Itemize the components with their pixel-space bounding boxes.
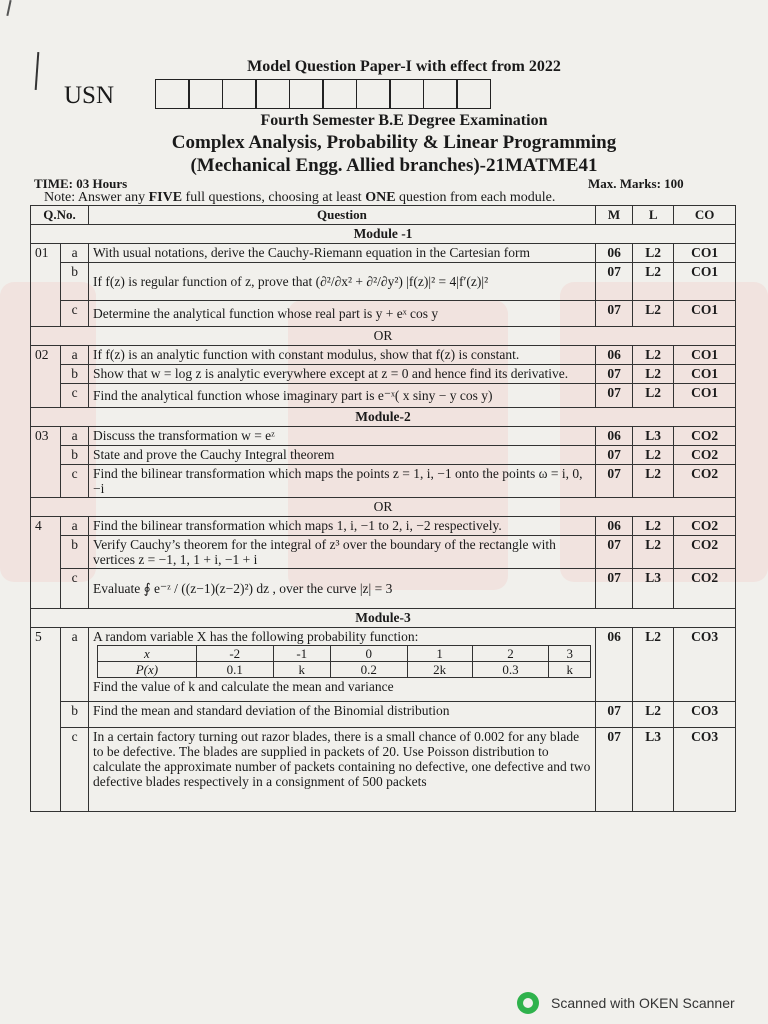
- pmf-x-label: x: [97, 646, 196, 662]
- marks-cell: 07: [595, 263, 632, 301]
- table-row: [31, 465, 736, 498]
- pmf-p-value: 0.2: [330, 662, 407, 678]
- marks-cell: 06: [595, 427, 632, 446]
- marks-cell: 07: [595, 536, 632, 569]
- usn-box[interactable]: [356, 79, 391, 109]
- question-text: [88, 628, 595, 702]
- pmf-p-row: [97, 662, 590, 678]
- co-cell: CO2: [674, 446, 736, 465]
- sub-label: c: [61, 569, 89, 609]
- sub-label: b: [61, 365, 89, 384]
- module-heading: Module -1: [31, 225, 736, 244]
- paper-title: Model Question Paper-I with effect from 2022: [247, 58, 561, 75]
- table-row: [31, 517, 736, 536]
- usn-box[interactable]: [222, 79, 257, 109]
- question-text: Find the bilinear transformation which maps the points z = 1, i, −1 onto the points ω = i, 0, −i: [88, 465, 595, 498]
- marks-cell: 07: [595, 384, 632, 408]
- question-number: 03: [31, 427, 61, 498]
- level-cell: L2: [633, 263, 674, 301]
- table-row: [31, 446, 736, 465]
- question-number: 5: [31, 628, 61, 812]
- question-text: Evaluate ∮ e⁻ᶻ / ((z−1)(z−2)²) dz , over the curve |z| = 3: [88, 569, 595, 609]
- usn-box[interactable]: [423, 79, 458, 109]
- question-text: Show that w = log z is analytic everywhere except at z = 0 and hence find its derivative.: [88, 365, 595, 384]
- pmf-p-value: 0.1: [196, 662, 273, 678]
- level-cell: L2: [633, 702, 674, 728]
- level-cell: L2: [633, 628, 674, 702]
- co-cell: CO3: [674, 728, 736, 812]
- marks-cell: 07: [595, 702, 632, 728]
- sub-label: c: [61, 465, 89, 498]
- pmf-x-value: 3: [549, 646, 591, 662]
- table-row: [31, 536, 736, 569]
- table-row: [31, 346, 736, 365]
- header-co: CO: [674, 206, 736, 225]
- co-cell: CO2: [674, 569, 736, 609]
- question-text: Find the mean and standard deviation of the Binomial distribution: [88, 702, 595, 728]
- question-number: 4: [31, 517, 61, 609]
- table-row: [31, 427, 736, 446]
- table-row: [31, 628, 736, 702]
- table-row: [31, 702, 736, 728]
- level-cell: L2: [633, 446, 674, 465]
- level-cell: L3: [633, 728, 674, 812]
- question-text: With usual notations, derive the Cauchy-Riemann equation in the Cartesian form: [88, 244, 595, 263]
- sub-label: a: [61, 346, 89, 365]
- marks-cell: 06: [595, 244, 632, 263]
- subject-title: Complex Analysis, Probability & Linear Programming: [171, 132, 617, 153]
- question-table: [30, 205, 736, 812]
- marks-cell: 06: [595, 628, 632, 702]
- table-header-row: [31, 206, 736, 225]
- module-heading: Module-2: [31, 408, 736, 427]
- question-text: Find the analytical function whose imaginary part is e⁻ˣ( x siny − y cos y): [88, 384, 595, 408]
- or-separator: OR: [31, 327, 736, 346]
- co-cell: CO2: [674, 427, 736, 446]
- header-level: L: [633, 206, 674, 225]
- sub-label: a: [61, 427, 89, 446]
- scanner-text: Scanned with OKEN Scanner: [551, 995, 735, 1011]
- level-cell: L2: [633, 301, 674, 327]
- level-cell: L2: [633, 244, 674, 263]
- sub-label: b: [61, 263, 89, 301]
- co-cell: CO1: [674, 301, 736, 327]
- usn-boxes: [156, 79, 491, 109]
- co-cell: CO2: [674, 465, 736, 498]
- exam-time: TIME: 03 Hours: [34, 176, 128, 191]
- sub-label: a: [61, 244, 89, 263]
- pmf-p-value: 0.3: [472, 662, 549, 678]
- header-marks: M: [595, 206, 632, 225]
- table-row: [31, 301, 736, 327]
- sub-label: b: [61, 446, 89, 465]
- sub-label: a: [61, 628, 89, 702]
- table-row: [31, 365, 736, 384]
- usn-label: USN: [64, 82, 115, 109]
- question-number: 01: [31, 244, 61, 327]
- question-text-line: A random variable X has the following probability function:: [92, 629, 419, 644]
- instructions-note: Note: Answer any FIVE full questions, choosing at least ONE question from each module.: [44, 190, 556, 205]
- marks-cell: 07: [595, 569, 632, 609]
- level-cell: L2: [633, 536, 674, 569]
- level-cell: L3: [633, 427, 674, 446]
- sub-label: c: [61, 728, 89, 812]
- header-qno: Q.No.: [31, 206, 89, 225]
- pmf-p-value: k: [273, 662, 330, 678]
- marks-cell: 06: [595, 517, 632, 536]
- pmf-x-value: -1: [273, 646, 330, 662]
- header-question: Question: [88, 206, 595, 225]
- pmf-x-value: 1: [407, 646, 472, 662]
- marks-cell: 07: [595, 728, 632, 812]
- table-row: [31, 244, 736, 263]
- co-cell: CO1: [674, 346, 736, 365]
- level-cell: L2: [633, 346, 674, 365]
- question-text-line: Find the value of k and calculate the mean and variance: [92, 679, 394, 694]
- table-row: [31, 263, 736, 301]
- co-cell: CO1: [674, 384, 736, 408]
- question-text: If f(z) is an analytic function with constant modulus, show that f(z) is constant.: [88, 346, 595, 365]
- probability-table: [97, 645, 591, 678]
- table-row: [31, 728, 736, 812]
- question-text: In a certain factory turning out razor blades, there is a small chance of 0.002 for any blade to be defective. The blades are supplied in packets of 20. Use Poisson distribution to calculate the approximate number of packets containing no defective, one defective and two defective blades respectively in a consignment of 500 packets: [88, 728, 595, 812]
- pen-mark: [6, 0, 11, 16]
- level-cell: L2: [633, 384, 674, 408]
- pmf-x-row: [97, 646, 590, 662]
- co-cell: CO1: [674, 244, 736, 263]
- sub-label: c: [61, 301, 89, 327]
- table-row: [31, 569, 736, 609]
- oken-scanner-logo-icon: [517, 992, 539, 1014]
- usn-box[interactable]: [289, 79, 324, 109]
- pmf-x-value: -2: [196, 646, 273, 662]
- sub-label: b: [61, 536, 89, 569]
- co-cell: CO1: [674, 365, 736, 384]
- marks-cell: 07: [595, 301, 632, 327]
- module-heading: Module-3: [31, 609, 736, 628]
- question-number: 02: [31, 346, 61, 408]
- co-cell: CO1: [674, 263, 736, 301]
- marks-cell: 06: [595, 346, 632, 365]
- marks-cell: 07: [595, 365, 632, 384]
- level-cell: L2: [633, 517, 674, 536]
- table-row: [31, 384, 736, 408]
- semester-line: Fourth Semester B.E Degree Examination: [260, 112, 548, 129]
- question-text: If f(z) is regular function of z, prove that (∂²/∂x² + ∂²/∂y²) |f(z)|² = 4|f′(z)|²: [88, 263, 595, 301]
- co-cell: CO2: [674, 517, 736, 536]
- pmf-p-value: k: [549, 662, 591, 678]
- marks-cell: 07: [595, 465, 632, 498]
- co-cell: CO3: [674, 702, 736, 728]
- max-marks: Max. Marks: 100: [588, 176, 684, 191]
- usn-box[interactable]: [456, 79, 491, 109]
- sub-label: c: [61, 384, 89, 408]
- co-cell: CO3: [674, 628, 736, 702]
- usn-box[interactable]: [188, 79, 223, 109]
- pmf-x-value: 0: [330, 646, 407, 662]
- level-cell: L3: [633, 569, 674, 609]
- co-cell: CO2: [674, 536, 736, 569]
- question-text: Discuss the transformation w = eᶻ: [88, 427, 595, 446]
- sub-label: b: [61, 702, 89, 728]
- sub-label: a: [61, 517, 89, 536]
- pmf-p-label: P(x): [97, 662, 196, 678]
- branch-code: (Mechanical Engg. Allied branches)-21MATME41: [190, 155, 598, 176]
- question-text: State and prove the Cauchy Integral theorem: [88, 446, 595, 465]
- question-text: Verify Cauchy’s theorem for the integral of z³ over the boundary of the rectangle with vertices z = −1, 1, 1 + i, −1 + i: [88, 536, 595, 569]
- or-separator: OR: [31, 498, 736, 517]
- level-cell: L2: [633, 365, 674, 384]
- pmf-x-value: 2: [472, 646, 549, 662]
- question-text: Find the bilinear transformation which maps 1, i, −1 to 2, i, −2 respectively.: [88, 517, 595, 536]
- usn-box[interactable]: [255, 79, 290, 109]
- level-cell: L2: [633, 465, 674, 498]
- usn-box[interactable]: [155, 79, 190, 109]
- question-text: Determine the analytical function whose real part is y + eˣ cos y: [88, 301, 595, 327]
- pmf-p-value: 2k: [407, 662, 472, 678]
- scanner-watermark: [517, 992, 735, 1014]
- usn-box[interactable]: [322, 79, 357, 109]
- marks-cell: 07: [595, 446, 632, 465]
- usn-box[interactable]: [389, 79, 424, 109]
